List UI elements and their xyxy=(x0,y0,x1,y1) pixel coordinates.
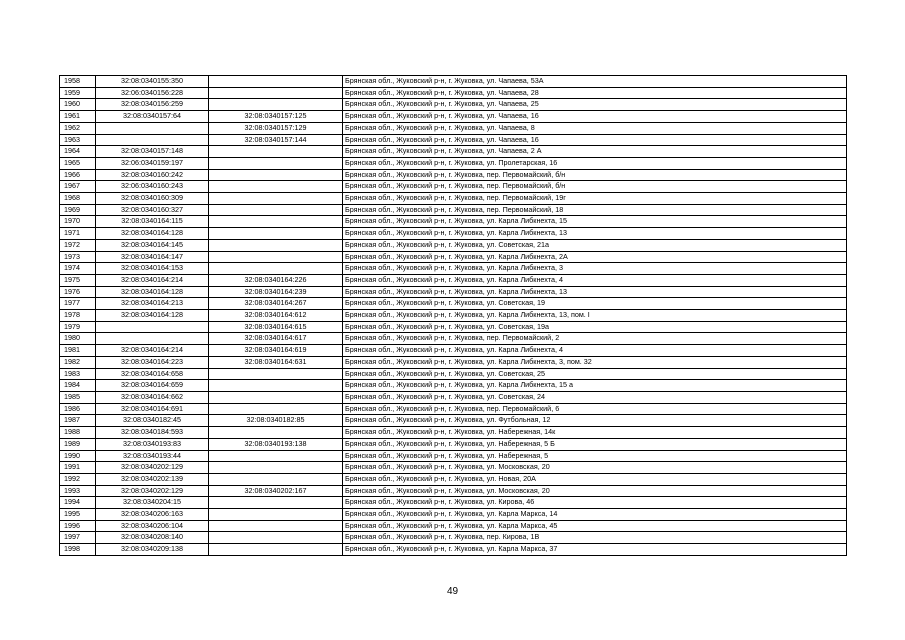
related-cadastral-number-cell xyxy=(209,520,343,532)
cadastral-number-cell: 32:08:0340155:350 xyxy=(96,76,209,88)
address-cell: Брянская обл., Жуковский р-н, г. Жуковка, ул. Карла Либкнехта, 4 xyxy=(343,345,847,357)
row-number-cell: 1998 xyxy=(60,544,96,556)
address-cell: Брянская обл., Жуковский р-н, г. Жуковка, ул. Карла Либкнехта, 3 xyxy=(343,263,847,275)
related-cadastral-number-cell: 32:08:0340164:239 xyxy=(209,286,343,298)
related-cadastral-number-cell xyxy=(209,532,343,544)
row-number-cell: 1975 xyxy=(60,274,96,286)
row-number-cell: 1985 xyxy=(60,391,96,403)
related-cadastral-number-cell: 32:08:0340164:615 xyxy=(209,321,343,333)
table-row xyxy=(60,286,847,298)
row-number-cell: 1980 xyxy=(60,333,96,345)
row-number-cell: 1963 xyxy=(60,134,96,146)
row-number-cell: 1991 xyxy=(60,462,96,474)
table-row xyxy=(60,122,847,134)
cadastral-number-cell: 32:08:0340202:129 xyxy=(96,485,209,497)
address-cell: Брянская обл., Жуковский р-н, г. Жуковка, ул. Пролетарская, 16 xyxy=(343,157,847,169)
table-row xyxy=(60,157,847,169)
related-cadastral-number-cell: 32:08:0340157:125 xyxy=(209,111,343,123)
related-cadastral-number-cell: 32:08:0340164:612 xyxy=(209,310,343,322)
address-cell: Брянская обл., Жуковский р-н, г. Жуковка, ул. Кирова, 46 xyxy=(343,497,847,509)
row-number-cell: 1992 xyxy=(60,473,96,485)
row-number-cell: 1968 xyxy=(60,193,96,205)
address-cell: Брянская обл., Жуковский р-н, г. Жуковка, пер. Первомайский, 2 xyxy=(343,333,847,345)
address-cell: Брянская обл., Жуковский р-н, г. Жуковка, ул. Чапаева, 25 xyxy=(343,99,847,111)
related-cadastral-number-cell xyxy=(209,427,343,439)
cadastral-number-cell: 32:06:0340160:243 xyxy=(96,181,209,193)
row-number-cell: 1987 xyxy=(60,415,96,427)
row-number-cell: 1994 xyxy=(60,497,96,509)
cadastral-number-cell xyxy=(96,134,209,146)
cadastral-number-cell: 32:08:0340164:115 xyxy=(96,216,209,228)
address-cell: Брянская обл., Жуковский р-н, г. Жуковка, ул. Советская, 24 xyxy=(343,391,847,403)
table-row xyxy=(60,380,847,392)
cadastral-number-cell xyxy=(96,122,209,134)
cadastral-number-cell: 32:08:0340182:45 xyxy=(96,415,209,427)
table-row xyxy=(60,99,847,111)
related-cadastral-number-cell xyxy=(209,450,343,462)
cadastral-number-cell: 32:06:0340156:228 xyxy=(96,87,209,99)
address-cell: Брянская обл., Жуковский р-н, г. Жуковка, ул. Чапаева, 53А xyxy=(343,76,847,88)
cadastral-number-cell: 32:08:0340208:140 xyxy=(96,532,209,544)
related-cadastral-number-cell xyxy=(209,87,343,99)
related-cadastral-number-cell xyxy=(209,99,343,111)
row-number-cell: 1967 xyxy=(60,181,96,193)
cadastral-table-body xyxy=(60,76,847,556)
table-row xyxy=(60,544,847,556)
related-cadastral-number-cell xyxy=(209,380,343,392)
address-cell: Брянская обл., Жуковский р-н, г. Жуковка, ул. Набережная, 5 Б xyxy=(343,438,847,450)
cadastral-number-cell: 32:08:0340164:128 xyxy=(96,310,209,322)
row-number-cell: 1962 xyxy=(60,122,96,134)
related-cadastral-number-cell: 32:08:0340182:85 xyxy=(209,415,343,427)
related-cadastral-number-cell: 32:08:0340164:619 xyxy=(209,345,343,357)
row-number-cell: 1961 xyxy=(60,111,96,123)
row-number-cell: 1971 xyxy=(60,228,96,240)
table-row xyxy=(60,263,847,275)
row-number-cell: 1970 xyxy=(60,216,96,228)
related-cadastral-number-cell xyxy=(209,497,343,509)
related-cadastral-number-cell xyxy=(209,403,343,415)
address-cell: Брянская обл., Жуковский р-н, г. Жуковка, ул. Карла Маркса, 45 xyxy=(343,520,847,532)
row-number-cell: 1995 xyxy=(60,509,96,521)
table-row xyxy=(60,520,847,532)
cadastral-number-cell: 32:08:0340209:138 xyxy=(96,544,209,556)
address-cell: Брянская обл., Жуковский р-н, г. Жуковка, ул. Чапаева, 2 А xyxy=(343,146,847,158)
address-cell: Брянская обл., Жуковский р-н, г. Жуковка, пер. Первомайский, б/н xyxy=(343,169,847,181)
address-cell: Брянская обл., Жуковский р-н, г. Жуковка, ул. Чапаева, 28 xyxy=(343,87,847,99)
table-row xyxy=(60,497,847,509)
cadastral-number-cell: 32:08:0340204:15 xyxy=(96,497,209,509)
address-cell: Брянская обл., Жуковский р-н, г. Жуковка, ул. Карла Либкнехта, 2А xyxy=(343,251,847,263)
row-number-cell: 1989 xyxy=(60,438,96,450)
cadastral-number-cell: 32:08:0340164:214 xyxy=(96,274,209,286)
table-row xyxy=(60,345,847,357)
cadastral-number-cell: 32:08:0340164:145 xyxy=(96,239,209,251)
table-row xyxy=(60,87,847,99)
related-cadastral-number-cell xyxy=(209,251,343,263)
address-cell: Брянская обл., Жуковский р-н, г. Жуковка, ул. Карла Либкнехта, 4 xyxy=(343,274,847,286)
related-cadastral-number-cell xyxy=(209,181,343,193)
related-cadastral-number-cell xyxy=(209,544,343,556)
address-cell: Брянская обл., Жуковский р-н, г. Жуковка, ул. Советская, 25 xyxy=(343,368,847,380)
row-number-cell: 1964 xyxy=(60,146,96,158)
row-number-cell: 1977 xyxy=(60,298,96,310)
table-row xyxy=(60,193,847,205)
table-row xyxy=(60,216,847,228)
address-cell: Брянская обл., Жуковский р-н, г. Жуковка, ул. Карла Либкнехта, 15 xyxy=(343,216,847,228)
table-row xyxy=(60,427,847,439)
address-cell: Брянская обл., Жуковский р-н, г. Жуковка, ул. Чапаева, 16 xyxy=(343,111,847,123)
table-row xyxy=(60,532,847,544)
cadastral-number-cell: 32:08:0340164:662 xyxy=(96,391,209,403)
row-number-cell: 1986 xyxy=(60,403,96,415)
row-number-cell: 1959 xyxy=(60,87,96,99)
row-number-cell: 1969 xyxy=(60,204,96,216)
table-row xyxy=(60,473,847,485)
cadastral-number-cell: 32:08:0340157:64 xyxy=(96,111,209,123)
related-cadastral-number-cell xyxy=(209,169,343,181)
related-cadastral-number-cell xyxy=(209,462,343,474)
cadastral-number-cell: 32:08:0340164:659 xyxy=(96,380,209,392)
page-number: 49 xyxy=(446,586,459,597)
cadastral-number-cell: 32:08:0340206:104 xyxy=(96,520,209,532)
related-cadastral-number-cell: 32:08:0340193:138 xyxy=(209,438,343,450)
cadastral-number-cell: 32:08:0340160:309 xyxy=(96,193,209,205)
address-cell: Брянская обл., Жуковский р-н, г. Жуковка, пер. Первомайский, 6 xyxy=(343,403,847,415)
address-cell: Брянская обл., Жуковский р-н, г. Жуковка, ул. Футбольная, 12 xyxy=(343,415,847,427)
related-cadastral-number-cell xyxy=(209,146,343,158)
cadastral-number-cell: 32:06:0340159:197 xyxy=(96,157,209,169)
cadastral-number-cell xyxy=(96,333,209,345)
related-cadastral-number-cell: 32:08:0340164:631 xyxy=(209,356,343,368)
address-cell: Брянская обл., Жуковский р-н, г. Жуковка, ул. Советская, 19а xyxy=(343,321,847,333)
table-row xyxy=(60,391,847,403)
cadastral-number-cell: 32:08:0340193:83 xyxy=(96,438,209,450)
cadastral-number-cell: 32:08:0340164:691 xyxy=(96,403,209,415)
table-row xyxy=(60,204,847,216)
table-row xyxy=(60,509,847,521)
row-number-cell: 1990 xyxy=(60,450,96,462)
row-number-cell: 1996 xyxy=(60,520,96,532)
related-cadastral-number-cell xyxy=(209,473,343,485)
related-cadastral-number-cell: 32:08:0340157:144 xyxy=(209,134,343,146)
address-cell: Брянская обл., Жуковский р-н, г. Жуковка, ул. Новая, 20А xyxy=(343,473,847,485)
row-number-cell: 1974 xyxy=(60,263,96,275)
cadastral-number-cell: 32:08:0340164:223 xyxy=(96,356,209,368)
address-cell: Брянская обл., Жуковский р-н, г. Жуковка, пер. Кирова, 1В xyxy=(343,532,847,544)
table-row xyxy=(60,485,847,497)
address-cell: Брянская обл., Жуковский р-н, г. Жуковка, ул. Карла Либкнехта, 13, пом. I xyxy=(343,310,847,322)
table-row xyxy=(60,415,847,427)
cadastral-number-cell: 32:08:0340160:242 xyxy=(96,169,209,181)
table-row xyxy=(60,462,847,474)
address-cell: Брянская обл., Жуковский р-н, г. Жуковка, пер. Первомайский, 18 xyxy=(343,204,847,216)
cadastral-number-cell: 32:08:0340160:327 xyxy=(96,204,209,216)
related-cadastral-number-cell xyxy=(209,368,343,380)
address-cell: Брянская обл., Жуковский р-н, г. Жуковка, ул. Карла Маркса, 14 xyxy=(343,509,847,521)
related-cadastral-number-cell xyxy=(209,391,343,403)
cadastral-number-cell: 32:08:0340156:259 xyxy=(96,99,209,111)
table-row xyxy=(60,356,847,368)
row-number-cell: 1983 xyxy=(60,368,96,380)
row-number-cell: 1993 xyxy=(60,485,96,497)
related-cadastral-number-cell xyxy=(209,228,343,240)
cadastral-number-cell: 32:08:0340164:213 xyxy=(96,298,209,310)
table-row xyxy=(60,298,847,310)
related-cadastral-number-cell: 32:08:0340157:129 xyxy=(209,122,343,134)
related-cadastral-number-cell xyxy=(209,216,343,228)
related-cadastral-number-cell xyxy=(209,509,343,521)
table-row xyxy=(60,76,847,88)
related-cadastral-number-cell: 32:08:0340202:167 xyxy=(209,485,343,497)
row-number-cell: 1966 xyxy=(60,169,96,181)
table-row xyxy=(60,403,847,415)
address-cell: Брянская обл., Жуковский р-н, г. Жуковка, ул. Набережная, 14к xyxy=(343,427,847,439)
table-row xyxy=(60,169,847,181)
table-row xyxy=(60,111,847,123)
related-cadastral-number-cell: 32:08:0340164:267 xyxy=(209,298,343,310)
address-cell: Брянская обл., Жуковский р-н, г. Жуковка, ул. Московская, 20 xyxy=(343,462,847,474)
cadastral-number-cell: 32:08:0340164:128 xyxy=(96,286,209,298)
address-cell: Брянская обл., Жуковский р-н, г. Жуковка, ул. Карла Либкнехта, 15 а xyxy=(343,380,847,392)
table-row xyxy=(60,368,847,380)
address-cell: Брянская обл., Жуковский р-н, г. Жуковка, ул. Карла Либкнехта, 3, пом. 32 xyxy=(343,356,847,368)
cadastral-number-cell: 32:08:0340164:658 xyxy=(96,368,209,380)
address-cell: Брянская обл., Жуковский р-н, г. Жуковка, ул. Советская, 21а xyxy=(343,239,847,251)
row-number-cell: 1965 xyxy=(60,157,96,169)
row-number-cell: 1988 xyxy=(60,427,96,439)
related-cadastral-number-cell xyxy=(209,239,343,251)
row-number-cell: 1972 xyxy=(60,239,96,251)
table-row xyxy=(60,228,847,240)
address-cell: Брянская обл., Жуковский р-н, г. Жуковка, ул. Московская, 20 xyxy=(343,485,847,497)
cadastral-number-cell: 32:08:0340184:593 xyxy=(96,427,209,439)
table-row xyxy=(60,438,847,450)
address-cell: Брянская обл., Жуковский р-н, г. Жуковка, ул. Набережная, 5 xyxy=(343,450,847,462)
cadastral-number-cell: 32:08:0340157:148 xyxy=(96,146,209,158)
row-number-cell: 1981 xyxy=(60,345,96,357)
address-cell: Брянская обл., Жуковский р-н, г. Жуковка, ул. Чапаева, 16 xyxy=(343,134,847,146)
row-number-cell: 1984 xyxy=(60,380,96,392)
table-row xyxy=(60,239,847,251)
row-number-cell: 1973 xyxy=(60,251,96,263)
table-row xyxy=(60,333,847,345)
table-row xyxy=(60,450,847,462)
related-cadastral-number-cell xyxy=(209,193,343,205)
related-cadastral-number-cell xyxy=(209,76,343,88)
row-number-cell: 1960 xyxy=(60,99,96,111)
related-cadastral-number-cell xyxy=(209,157,343,169)
related-cadastral-number-cell xyxy=(209,204,343,216)
row-number-cell: 1958 xyxy=(60,76,96,88)
row-number-cell: 1997 xyxy=(60,532,96,544)
cadastral-number-cell: 32:08:0340164:147 xyxy=(96,251,209,263)
table-row xyxy=(60,251,847,263)
row-number-cell: 1976 xyxy=(60,286,96,298)
related-cadastral-number-cell xyxy=(209,263,343,275)
cadastral-table xyxy=(59,75,847,556)
address-cell: Брянская обл., Жуковский р-н, г. Жуковка, ул. Чапаева, 8 xyxy=(343,122,847,134)
table-row xyxy=(60,321,847,333)
row-number-cell: 1979 xyxy=(60,321,96,333)
related-cadastral-number-cell: 32:08:0340164:226 xyxy=(209,274,343,286)
table-row xyxy=(60,181,847,193)
table-row xyxy=(60,146,847,158)
table-row xyxy=(60,310,847,322)
address-cell: Брянская обл., Жуковский р-н, г. Жуковка, ул. Карла Либкнехта, 13 xyxy=(343,286,847,298)
table-row xyxy=(60,274,847,286)
address-cell: Брянская обл., Жуковский р-н, г. Жуковка, пер. Первомайский, б/н xyxy=(343,181,847,193)
cadastral-number-cell xyxy=(96,321,209,333)
table-row xyxy=(60,134,847,146)
cadastral-number-cell: 32:08:0340202:129 xyxy=(96,462,209,474)
address-cell: Брянская обл., Жуковский р-н, г. Жуковка, пер. Первомайский, 19г xyxy=(343,193,847,205)
cadastral-number-cell: 32:08:0340202:139 xyxy=(96,473,209,485)
related-cadastral-number-cell: 32:08:0340164:617 xyxy=(209,333,343,345)
cadastral-number-cell: 32:08:0340164:153 xyxy=(96,263,209,275)
cadastral-number-cell: 32:08:0340164:214 xyxy=(96,345,209,357)
row-number-cell: 1982 xyxy=(60,356,96,368)
address-cell: Брянская обл., Жуковский р-н, г. Жуковка, ул. Советская, 19 xyxy=(343,298,847,310)
address-cell: Брянская обл., Жуковский р-н, г. Жуковка, ул. Карла Либкнехта, 13 xyxy=(343,228,847,240)
row-number-cell: 1978 xyxy=(60,310,96,322)
address-cell: Брянская обл., Жуковский р-н, г. Жуковка, ул. Карла Маркса, 37 xyxy=(343,544,847,556)
cadastral-number-cell: 32:08:0340193:44 xyxy=(96,450,209,462)
cadastral-number-cell: 32:08:0340206:163 xyxy=(96,509,209,521)
cadastral-number-cell: 32:08:0340164:128 xyxy=(96,228,209,240)
